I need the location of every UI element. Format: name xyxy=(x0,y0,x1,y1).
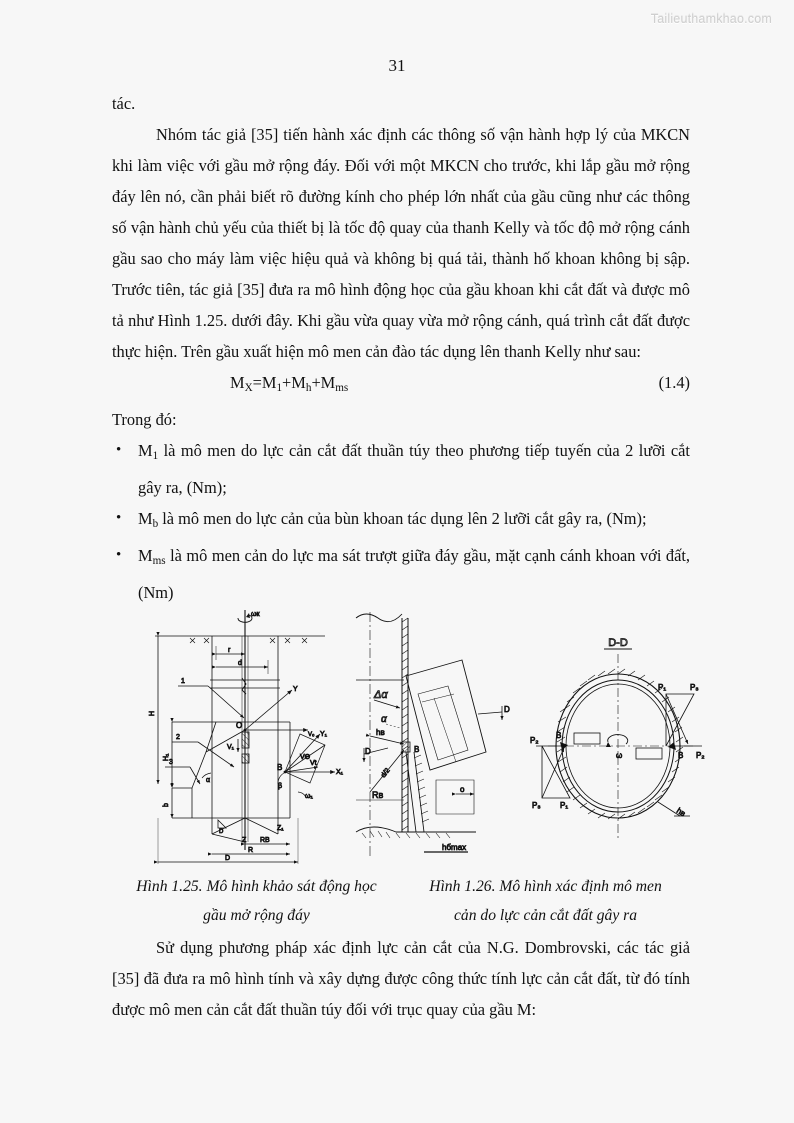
label-B-right: B xyxy=(678,751,684,760)
symbol-m1: M xyxy=(138,441,153,461)
caption-left-line2: gầu mở rộng đáy xyxy=(203,907,310,924)
figure-group xyxy=(150,602,710,864)
caption-right-line2: cản do lực cản cắt đất gây ra xyxy=(453,907,638,924)
label-3: 3 xyxy=(169,759,173,766)
label-Vq: V₁ xyxy=(227,744,235,751)
label-R-b: Rв xyxy=(372,790,384,800)
label-Z1: Z₁ xyxy=(277,825,284,832)
label-D-D: D-D xyxy=(608,637,628,649)
list-item xyxy=(112,435,690,503)
equation-number: (1.4) xyxy=(658,373,690,392)
figure-captions xyxy=(112,872,690,930)
label-R: R xyxy=(248,847,254,854)
where-label: Trong đó: xyxy=(112,410,177,430)
label-r: r xyxy=(228,647,231,654)
label-B-left: B xyxy=(556,731,562,740)
label-2: 2 xyxy=(176,734,180,741)
label-Y1: Y₁ xyxy=(320,731,328,738)
label-V-theta: VΘ xyxy=(300,754,311,761)
list-item xyxy=(112,540,690,608)
symbol-mb-sub: b xyxy=(152,518,159,531)
eq-sub-x: X xyxy=(244,382,253,395)
label-Vt: Vt xyxy=(310,760,317,767)
eq-sub-1: 1 xyxy=(276,382,283,395)
label-H1: H₁ xyxy=(163,753,170,761)
label-X1: X₁ xyxy=(336,769,344,776)
label-omega-k: ωк xyxy=(251,611,260,618)
label-P3-right: P₃ xyxy=(690,683,699,692)
label-R-b-diag: d/2 xyxy=(380,767,392,780)
label-D-left: D xyxy=(365,747,371,756)
label-P3-left: P₃ xyxy=(532,801,541,810)
eq-term-mh: +M xyxy=(282,373,306,392)
label-o: o xyxy=(460,785,465,794)
middle-diagram-group xyxy=(356,612,510,858)
label-Z: Z xyxy=(242,837,247,844)
label-P2-right: P₂ xyxy=(696,751,705,760)
label-D-small: D xyxy=(219,829,224,835)
technical-diagrams-svg xyxy=(150,602,710,864)
right-diagram-group xyxy=(530,637,704,838)
label-alpha-mid: α xyxy=(381,714,387,725)
label-omega1: ω₁ xyxy=(305,793,313,800)
caption-right-line1: Hình 1.26. Mô hình xác định mô men xyxy=(429,878,662,895)
eq-term-m1: =M xyxy=(252,373,277,392)
symbol-mms-sub: ms xyxy=(152,555,166,568)
equation-expression xyxy=(230,367,659,404)
label-RB: RB xyxy=(260,837,270,844)
label-D: D xyxy=(225,855,231,862)
symbol-mb: M xyxy=(138,509,153,529)
label-d: d xyxy=(238,660,242,667)
label-h-bmax: hбmax xyxy=(442,843,467,852)
label-P2-left: P₂ xyxy=(530,736,539,745)
caption-figure-1-25 xyxy=(112,872,401,930)
page-number: 31 xyxy=(388,56,406,75)
label-alpha: α xyxy=(206,777,211,784)
paragraph-tail: Sử dụng phương pháp xác định lực cản cắt của N.G. Dombrovski, các tác giả [35] đã đưa ra mô hình tính và xây dựng được công thức tính lực cản cắt đất, từ đó tính được mô men cản cắt đất thuần túy đối với trục quay của gầu M: xyxy=(112,938,690,1019)
symbol-m1-sub: 1 xyxy=(152,450,159,463)
label-1: 1 xyxy=(181,678,185,685)
paragraph-continuation: tác. xyxy=(112,94,136,113)
equation-1-4 xyxy=(112,367,690,404)
paragraph-main: Nhóm tác giả [35] tiến hành xác định các thông số vận hành hợp lý của MKCN khi làm việc với gầu mở rộng đáy. Đối với một MKCN cho trước, khi lắp gầu mở rộng đáy lên nó, cần phải biết rõ đường kính cho phép lớn nhất của gầu cũng như các thông số vận hành chủ yếu của thiết bị là tốc độ quay của thanh Kelly và tốc độ mở rộng cánh gầu sao cho máy làm việc hiệu quả và không bị quá tải, thành hố khoan không bị sập. Trước tiên, tác giả [35] đưa ra mô hình động học của gầu khoan khi cắt đất và được mô tả như Hình 1.25. dưới đây. Khi gầu vừa quay vừa mở rộng cánh, quá trình cắt đất được thực hiện. Trên gầu xuất hiện mô men cản đào tác dụng lên thanh Kelly như sau: xyxy=(112,125,690,361)
label-D-right: D xyxy=(504,705,510,714)
label-h-b: hв xyxy=(376,728,385,737)
left-diagram-group xyxy=(149,610,344,864)
eq-term-mms: +M xyxy=(311,373,336,392)
eq-sub-h: h xyxy=(305,382,312,395)
label-P1-left: P₁ xyxy=(560,801,569,810)
eq-term-mx: M xyxy=(230,373,245,392)
definition-text: là mô men do lực cản cắt đất thuần túy theo phương tiếp tuyến của 2 lưỡi cắt gây ra, (Nm); xyxy=(138,441,690,498)
label-delta-alpha: Δα xyxy=(374,689,388,701)
label-omega: ω xyxy=(616,751,623,760)
definition-text: là mô men do lực cản của bùn khoan tác dụng lên 2 lưỡi cắt gây ra, (Nm); xyxy=(158,509,647,529)
eq-sub-ms: ms xyxy=(335,382,349,395)
label-B-mid: B xyxy=(414,745,420,754)
symbol-mms: M xyxy=(138,546,153,566)
tail-paragraph-wrap xyxy=(112,932,690,1025)
label-O: O xyxy=(236,721,243,730)
label-H: H xyxy=(149,710,156,716)
label-b: b xyxy=(163,803,170,807)
label-P1-right: P₁ xyxy=(658,683,667,692)
definition-list xyxy=(112,435,690,608)
caption-figure-1-26 xyxy=(401,872,690,930)
site-watermark: Tailieuthamkhao.com xyxy=(650,12,772,26)
label-Y: Y xyxy=(293,686,298,693)
label-h-b-right: hв xyxy=(674,806,688,819)
page-content xyxy=(112,88,690,608)
label-B: B xyxy=(277,763,283,772)
label-beta: β xyxy=(278,783,283,790)
definition-text: là mô men cản do lực ma sát trượt giữa đáy gầu, mặt cạnh cánh khoan với đất, (Nm) xyxy=(138,546,690,603)
list-item xyxy=(112,503,690,540)
caption-left-line1: Hình 1.25. Mô hình khảo sát động học xyxy=(136,878,377,895)
label-Vo: V₀ xyxy=(308,732,315,738)
